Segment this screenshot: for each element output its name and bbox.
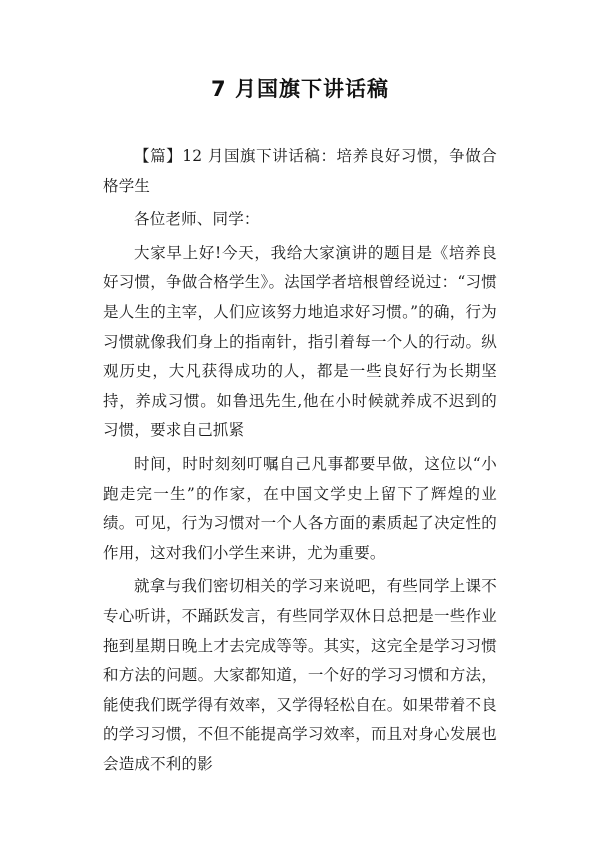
document-body [103, 142, 497, 779]
paragraph-opening: 大家早上好!今天，我给大家演讲的题目是《培养良好习惯，争做合格学生》。法国学者培根曾经说过：“习惯是人生的主宰，人们应该努力地追求好习惯。”的确，行为习惯就像我们身上的指南针，指引着每一个人的行动。纵观历史，大凡获得成功的人，都是一些良好行为长期坚持，养成习惯。如鲁迅先生,他在小时候就养成不迟到的习惯，要求自己抓紧 [103, 243, 497, 440]
paragraph-study-habits: 就拿与我们密切相关的学习来说吧，有些同学上课不专心听讲，不踊跃发言，有些同学双休日总把是一些作业拖到星期日晚上才去完成等等。其实，这完全是学习习惯和方法的问题。大家都知道，一个好的学习习惯和方法，能使我们既学得有效率，又学得轻松自在。如果带着不良的学习习惯，不但不能提高学习效率，而且对身心发展也会造成不利的影 [103, 577, 497, 773]
paragraph-heading: 【篇】12 月国旗下讲话稿：培养良好习惯，争做合格学生 [103, 147, 497, 195]
paragraph-greeting: 各位老师、同学： [134, 210, 260, 229]
paragraph-example: 时间，时时刻刻叮嘱自己凡事都要早做，这位以“小跑走完一生”的作家，在中国文学史上留下了辉煌的业绩。可见，行为习惯对一个人各方面的素质起了决定性的作用，这对我们小学生来讲，尤为重要。 [103, 454, 497, 562]
document-title: 7 月国旗下讲话稿 [211, 77, 389, 101]
